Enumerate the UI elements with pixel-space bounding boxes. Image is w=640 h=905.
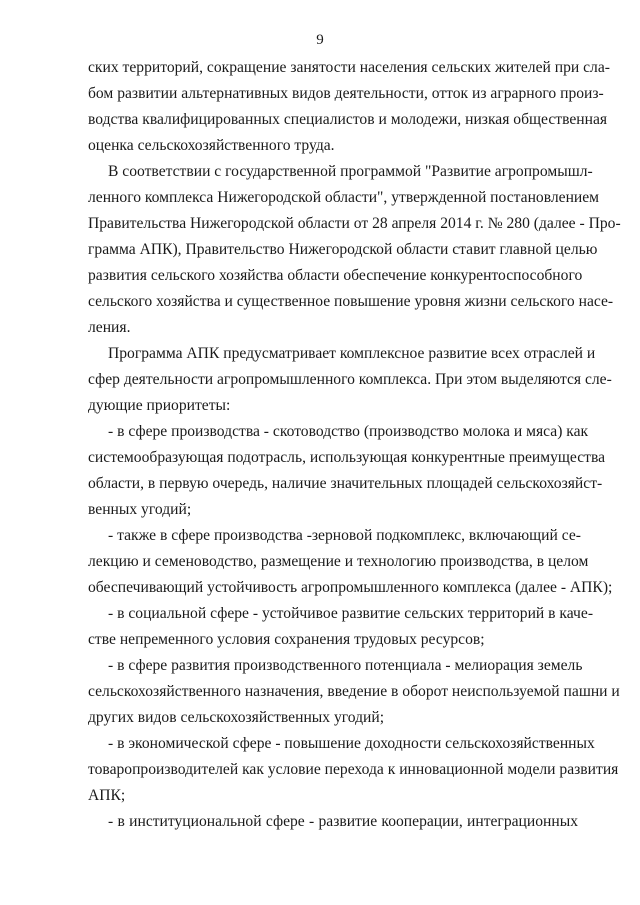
text-line: системообразующая подотрасль, использующая конкурентные преимущества xyxy=(88,449,606,466)
text-line: области, в первую очередь, наличие значительных площадей сельскохозяйст- xyxy=(88,475,603,492)
text-line: других видов сельскохозяйственных угодий; xyxy=(88,709,385,726)
text-line: лекцию и семеноводство, размещение и технологию производства, в целом xyxy=(88,553,589,570)
text-line: В соответствии с государственной программой "Развитие агропромышл- xyxy=(108,163,593,180)
text-line: - также в сфере производства -зерновой подкомплекс, включающий се- xyxy=(108,527,581,544)
text-line: Программа АПК предусматривает комплексное развитие всех отраслей и xyxy=(108,345,596,362)
text-line: водства квалифицированных специалистов и молодежи, низкая общественная xyxy=(88,111,608,128)
text-line: грамма АПК), Правительство Нижегородской области ставит главной целью xyxy=(88,241,598,258)
text-line: сельскохозяйственного назначения, введение в оборот неиспользуемой пашни и xyxy=(88,683,620,700)
text-line: сфер деятельности агропромышленного комплекса. При этом выделяются сле- xyxy=(88,371,612,388)
text-line: ских территорий, сокращение занятости населения сельских жителей при сла- xyxy=(88,59,610,76)
text-line: - в социальной сфере - устойчивое развитие сельских территорий в каче- xyxy=(108,605,594,622)
text-line: - в сфере развития производственного потенциала - мелиорация земель xyxy=(108,657,583,674)
text-line: ленного комплекса Нижегородской области", утвержденной постановлением xyxy=(88,189,600,206)
text-line: венных угодий; xyxy=(88,501,192,518)
text-line: ления. xyxy=(88,319,131,336)
text-line: - в экономической сфере - повышение доходности сельскохозяйственных xyxy=(108,735,595,752)
text-line: сельского хозяйства и существенное повышение уровня жизни сельского насе- xyxy=(88,293,614,310)
text-line: товаропроизводителей как условие перехода к инновационной модели развития xyxy=(88,761,619,778)
text-line: развития сельского хозяйства области обеспечение конкурентоспособного xyxy=(88,267,583,284)
text-line: оценка сельскохозяйственного труда. xyxy=(88,137,335,154)
text-line: - в институциональной сфере - развитие кооперации, интеграционных xyxy=(108,813,578,830)
page-number: 9 xyxy=(316,32,324,48)
text-line: Правительства Нижегородской области от 28 апреля 2014 г. № 280 (далее - Про- xyxy=(88,215,621,232)
text-line: стве непременного условия сохранения трудовых ресурсов; xyxy=(88,631,485,648)
text-line: обеспечивающий устойчивость агропромышленного комплекса (далее - АПК); xyxy=(88,579,613,596)
text-line: АПК; xyxy=(88,787,126,804)
text-line: - в сфере производства - скотоводство (производство молока и мяса) как xyxy=(108,423,589,440)
text-line: дующие приоритеты: xyxy=(88,397,231,414)
text-line: бом развитии альтернативных видов деятельности, отток из аграрного произ- xyxy=(88,85,604,102)
